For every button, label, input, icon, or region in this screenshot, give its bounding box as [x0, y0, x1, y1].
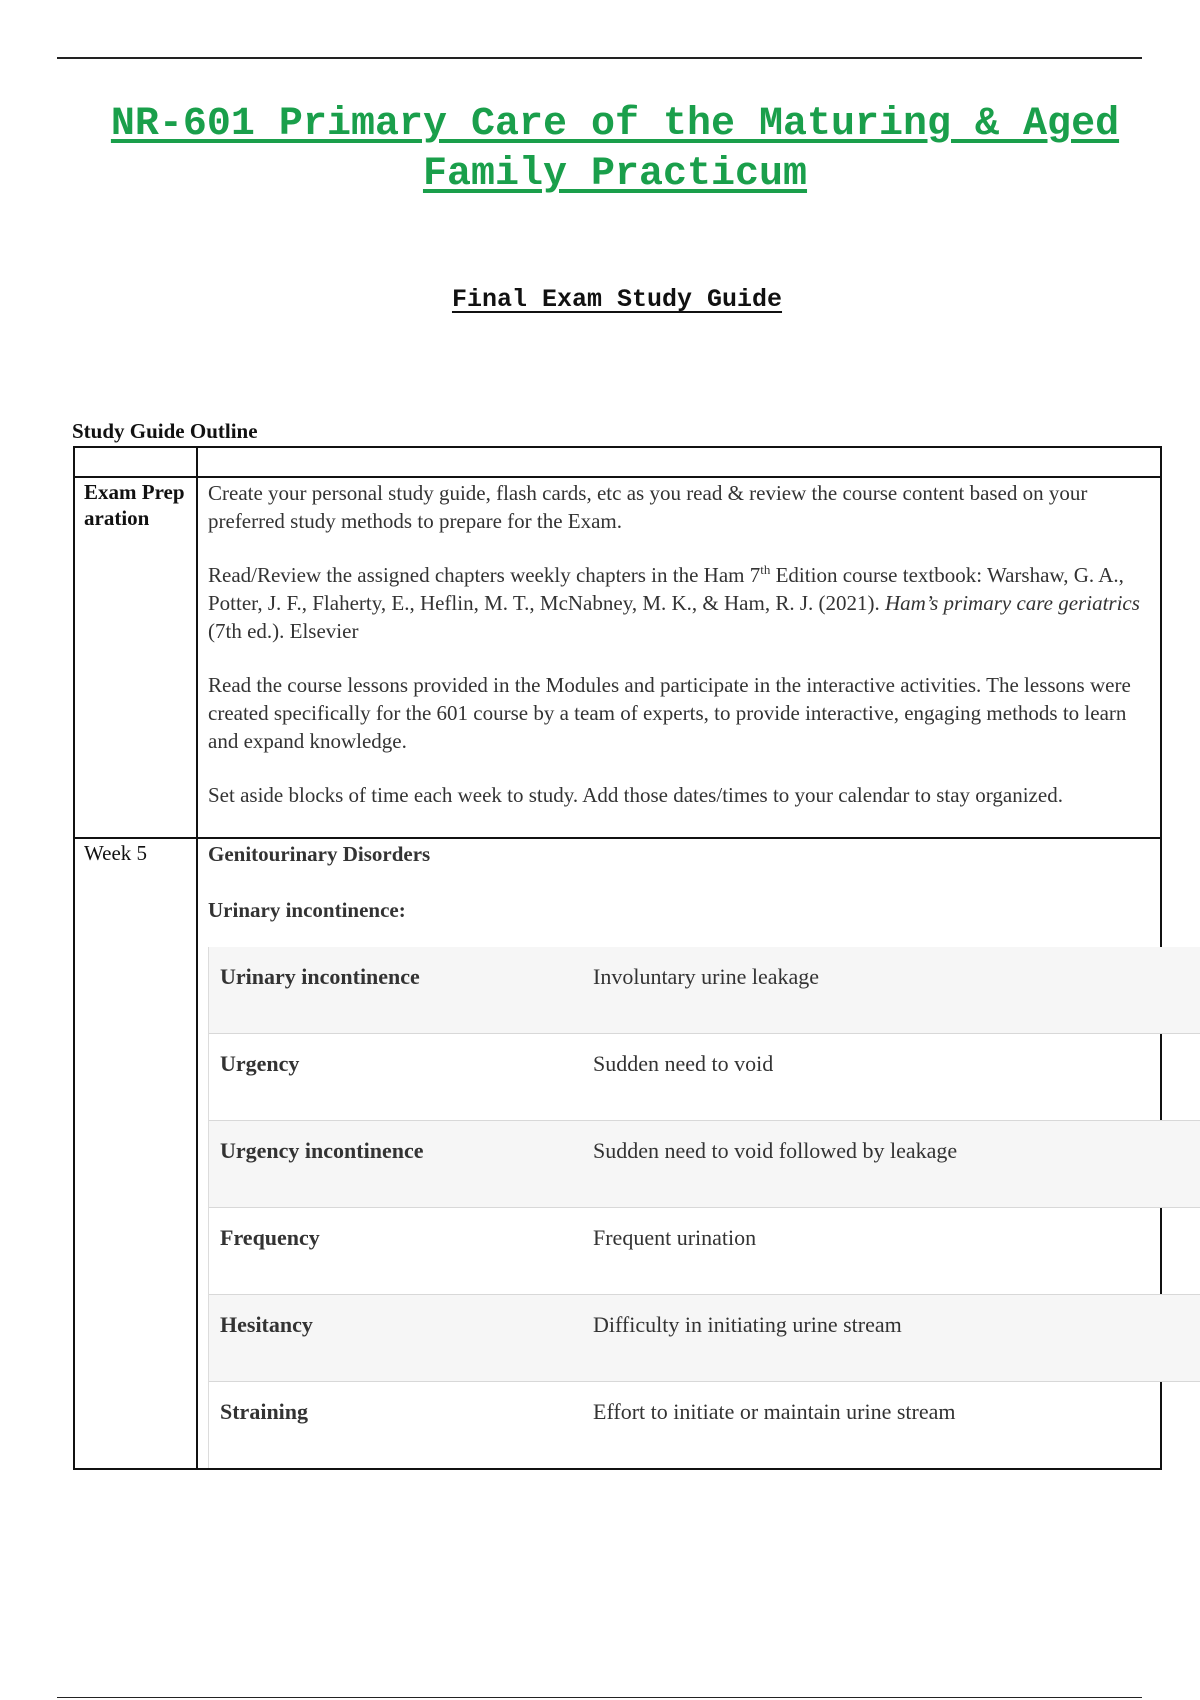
table-header-cell-left [74, 447, 197, 477]
table-row-week-5 [74, 838, 1161, 1469]
list-item [209, 1295, 1200, 1382]
week-5-heading: Genitourinary Disorders [208, 842, 431, 866]
term-name: Urgency [220, 1051, 300, 1076]
exam-prep-p2-superscript: th [760, 562, 771, 577]
week-5-content [197, 838, 1161, 1469]
top-divider [57, 57, 1142, 59]
week-5-label: Week 5 [74, 838, 197, 1469]
term-name: Hesitancy [220, 1312, 313, 1337]
term-definition: Effort to initiate or maintain urine stream [593, 1399, 956, 1424]
list-item [209, 1121, 1200, 1208]
list-item [209, 1382, 1200, 1468]
term-name: Urinary incontinence [220, 964, 420, 989]
exam-prep-p2-citation: Edition course textbook: Warshaw, G. A., Potter, J. F., Flaherty, E., Heflin, M. T., McNabney, M. K., & Ham, R. J. (2021). [208, 563, 1124, 615]
table-header-row [74, 447, 1161, 477]
term-definition: Difficulty in initiating urine stream [593, 1312, 902, 1337]
exam-prep-paragraph-4: Set aside blocks of time each week to study. Add those dates/times to your calendar to stay organized. [208, 783, 1063, 807]
urinary-terms-list [208, 947, 1200, 1468]
outline-heading: Study Guide Outline [72, 419, 258, 443]
exam-prep-p2-end: (7th ed.). Elsevier [208, 619, 359, 643]
exam-prep-paragraph-2 [208, 561, 1152, 645]
term-name: Straining [220, 1399, 309, 1424]
term-name: Urgency incontinence [220, 1138, 424, 1163]
document-subtitle-text: Final Exam Study Guide [451, 285, 783, 314]
term-definition: Involuntary urine leakage [593, 964, 820, 989]
study-guide-outline-table [73, 446, 1162, 1470]
list-item [209, 947, 1200, 1034]
list-item [209, 1208, 1200, 1295]
term-definition: Frequent urination [593, 1225, 757, 1250]
document-title [60, 100, 1170, 200]
exam-prep-paragraph-3: Read the course lessons provided in the Modules and participate in the interactive activities. The lessons were created specifically for the 601 course by a team of experts, to provide interactive, engaging methods to learn and expand knowledge. [208, 673, 1131, 753]
document-title-line2: Family Practicum [422, 152, 808, 197]
document-subtitle [0, 285, 1200, 315]
textbook-title: Ham’s primary care geriatrics [885, 591, 1140, 615]
exam-preparation-content [197, 477, 1161, 838]
table-header-cell-right [197, 447, 1161, 477]
exam-prep-paragraph-1: Create your personal study guide, flash cards, etc as you read & review the course content based on your preferred study methods to prepare for the Exam. [208, 481, 1088, 533]
table-row-exam-preparation [74, 477, 1161, 838]
term-definition: Sudden need to void [593, 1051, 774, 1076]
term-name: Frequency [220, 1225, 320, 1250]
bottom-divider [57, 1697, 1142, 1698]
week-5-subheading: Urinary incontinence: [208, 898, 406, 922]
exam-preparation-label: Exam Preparation [74, 477, 197, 838]
document-title-line1: NR-601 Primary Care of the Maturing & Aged [110, 102, 1120, 147]
exam-prep-p2-text: Read/Review the assigned chapters weekly chapters in the Ham 7 [208, 563, 761, 587]
term-definition: Sudden need to void followed by leakage [593, 1138, 958, 1163]
list-item [209, 1034, 1200, 1121]
